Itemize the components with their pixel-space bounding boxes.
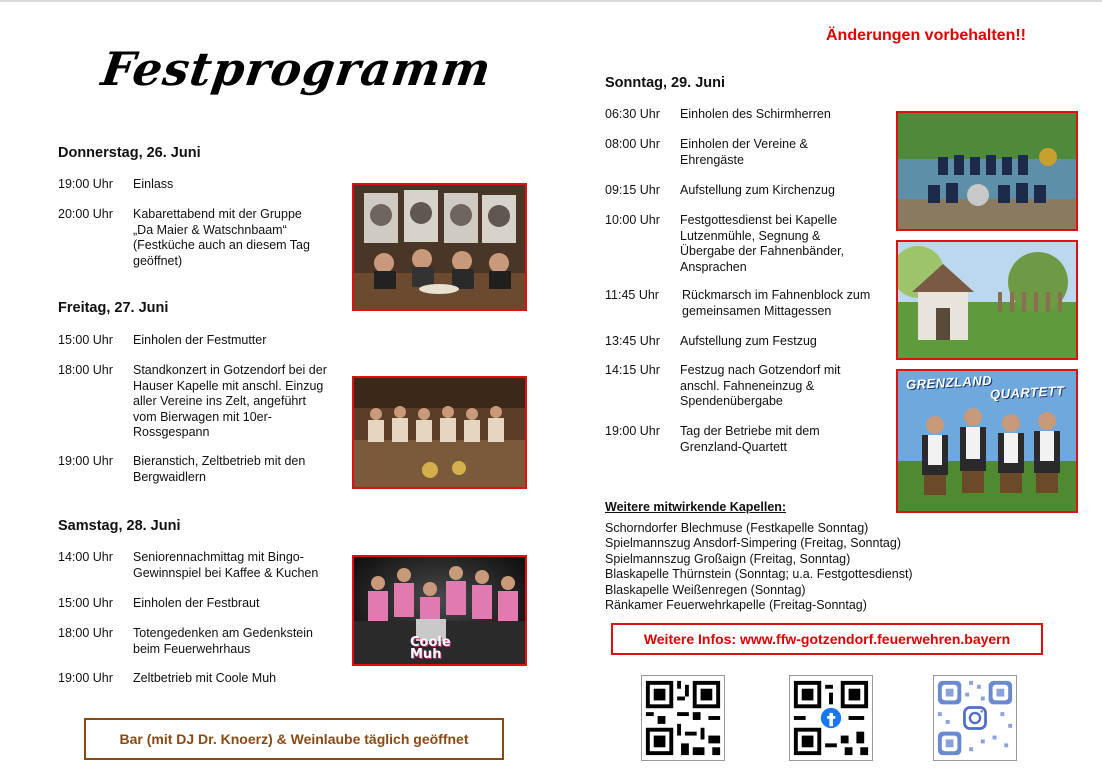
website-info-box[interactable]: Weitere Infos: www.ffw-gotzendorf.feuerwehren.bayern <box>611 623 1043 655</box>
schedule-text: Tag der Betriebe mit dem Grenzland-Quartett <box>680 424 820 454</box>
qr-code-icon <box>642 676 724 760</box>
band-item: Blaskapelle Weißenregen (Sonntag) <box>605 582 806 597</box>
photo-kabarett-illustration <box>354 185 525 309</box>
schedule-time: 19:00 Uhr <box>58 671 113 685</box>
bands-heading: Weitere mitwirkende Kapellen: <box>605 500 787 514</box>
schedule-time: 10:00 Uhr <box>605 213 660 227</box>
grenzland-logo-line2: QUARTETT <box>989 383 1065 402</box>
band-item: Ränkamer Feuerwehrkapelle (Freitag-Sonntag) <box>605 598 867 613</box>
schedule-time: 19:00 Uhr <box>58 177 113 191</box>
photo-lake-illustration <box>898 113 1076 229</box>
schedule-time: 18:00 Uhr <box>58 626 113 640</box>
schedule-time: 09:15 Uhr <box>605 183 660 197</box>
schedule-time: 06:30 Uhr <box>605 107 660 121</box>
photo-band-illustration <box>354 378 525 487</box>
bands-list <box>605 521 913 613</box>
photo-kapelle-chapel <box>896 240 1078 360</box>
schedule-time: 15:00 Uhr <box>58 596 113 610</box>
qr-code-icon <box>790 676 872 760</box>
schedule-text: Festgottesdienst bei Kapelle Lutzenmühle, Segnung & Übergabe der Fahnenbänder, Ansprachen <box>680 213 845 274</box>
day-heading-friday: Freitag, 27. Juni <box>58 300 169 316</box>
changes-notice: Änderungen vorbehalten!! <box>826 27 1027 44</box>
photo-coole-muh-band <box>352 555 527 666</box>
schedule-time: 08:00 Uhr <box>605 137 660 151</box>
schedule-time: 19:00 Uhr <box>605 424 660 438</box>
band-item: Schorndorfer Blechmuse (Festkapelle Sonntag) <box>605 521 869 535</box>
schedule-text: Seniorennachmittag mit Bingo-Gewinnspiel bei Kaffee & Kuchen <box>133 550 319 580</box>
schedule-time: 14:00 Uhr <box>58 550 113 564</box>
logo-word-muh: Muh <box>410 647 442 662</box>
day-heading-thursday: Donnerstag, 26. Juni <box>58 145 201 161</box>
qr-code-website[interactable] <box>641 675 725 761</box>
logo-word-coole: Coole <box>410 635 451 650</box>
qr-code-icon <box>934 676 1016 760</box>
schedule-text: Einholen des Schirmherren <box>680 107 831 121</box>
schedule-text: Einlass <box>133 177 174 191</box>
schedule-text: Festzug nach Gotzendorf mit anschl. Fahneneinzug & Spendenübergabe <box>680 363 841 408</box>
schedule-text: Aufstellung zum Festzug <box>680 334 817 348</box>
schedule-text: Einholen der Festbraut <box>133 596 260 610</box>
photo-chapel-illustration <box>898 242 1076 358</box>
schedule-text: Zeltbetrieb mit Coole Muh <box>133 671 277 685</box>
schedule-text: Standkonzert in Gotzendorf bei der Hauser Kapelle mit anschl. Einzug aller Vereine ins Zelt, angeführt vom Bierwagen mit 10er-Rossgespann <box>133 363 327 439</box>
instagram-icon <box>964 707 985 728</box>
schedule-text: Kabarettabend mit der Gruppe „Da Maier & Watschnbaam“ (Festküche auch an diesem Tag geöffnet) <box>133 207 310 268</box>
photo-blechmuse-lake <box>896 111 1078 231</box>
day-heading-sunday: Sonntag, 29. Juni <box>605 75 726 91</box>
day-heading-saturday: Samstag, 28. Juni <box>58 518 181 534</box>
coole-muh-logo <box>410 637 451 661</box>
photo-bergwaidler-band <box>352 376 527 489</box>
top-rule <box>0 0 1102 2</box>
schedule-time: 15:00 Uhr <box>58 333 113 347</box>
band-item: Spielmannszug Ansdorf-Simpering (Freitag, Sonntag) <box>605 536 901 551</box>
schedule-text: Aufstellung zum Kirchenzug <box>680 183 835 197</box>
schedule-time: 11:45 Uhr <box>605 288 659 302</box>
qr-code-facebook[interactable] <box>789 675 873 761</box>
schedule-text: Einholen der Vereine & Ehrengäste <box>680 137 808 167</box>
schedule-time: 14:15 Uhr <box>605 363 660 377</box>
band-item: Blaskapelle Thürnstein (Sonntag; u.a. Festgottesdienst) <box>605 567 913 582</box>
schedule-text: Bieranstich, Zeltbetrieb mit den Bergwaidlern <box>133 454 306 484</box>
band-item: Spielmannszug Großaign (Freitag, Sonntag) <box>605 551 851 566</box>
photo-kabarett-group <box>352 183 527 311</box>
schedule-time: 19:00 Uhr <box>58 454 113 468</box>
qr-code-instagram[interactable] <box>933 675 1017 761</box>
page-title: Festprogramm <box>98 42 495 96</box>
schedule-text: Einholen der Festmutter <box>133 333 267 347</box>
schedule-time: 20:00 Uhr <box>58 207 113 221</box>
grenzland-logo-line1: GRENZLAND <box>905 372 993 393</box>
schedule-time: 18:00 Uhr <box>58 363 113 377</box>
photo-grenzland-quartett <box>896 369 1078 513</box>
schedule-text: Rückmarsch im Fahnenblock zum gemeinsamen Mittagessen <box>682 288 871 318</box>
bar-weinlaube-box: Bar (mit DJ Dr. Knoerz) & Weinlaube täglich geöffnet <box>84 718 504 760</box>
schedule-text: Totengedenken am Gedenkstein beim Feuerwehrhaus <box>133 626 313 656</box>
schedule-time: 13:45 Uhr <box>605 334 660 348</box>
